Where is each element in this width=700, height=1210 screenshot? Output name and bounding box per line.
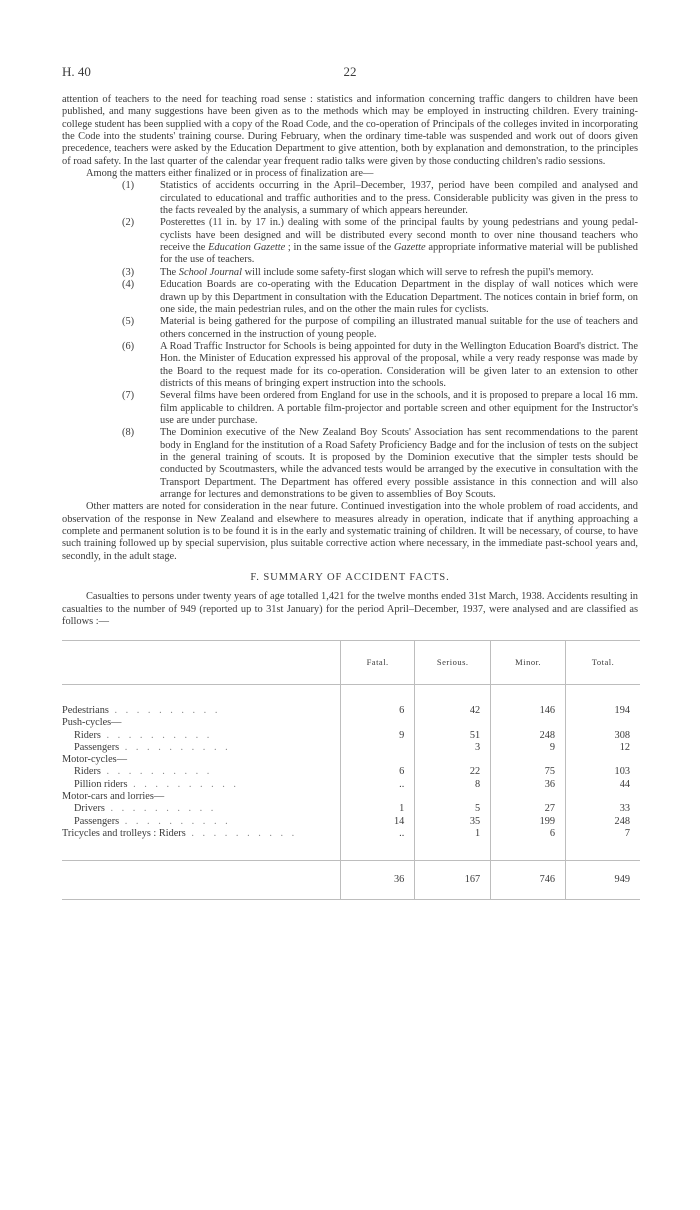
leader-dots: . . . . . . . . . . — [100, 766, 213, 778]
cell-total: 248 — [566, 816, 640, 828]
list-number: (4) — [122, 279, 135, 291]
numbered-list — [62, 180, 638, 501]
spacer-cell — [415, 840, 491, 861]
cell-total: 44 — [566, 779, 640, 791]
row-label — [62, 754, 340, 766]
cell-minor: 9 — [491, 742, 566, 754]
cell-total — [566, 754, 640, 766]
row-label — [62, 766, 340, 778]
list-item-text: The Dominion executive of the New Zealand Boy Scouts' Association has sent recommendations to the parent body in England for the institution of a Road Safety Proficiency Badge and for the inclusion of tests on the subject in the general training of scouts. It is proposed by the Dominion executive that the simpler tests should be conducted by Scoutmasters, while the advanced tests would be arranged by the executive in consultation with the Transport Department. The Department has offered every possible assistance in this connection and will also arrange for lectures and demonstrations to be given to assemblies of Boy Scouts. — [160, 427, 638, 500]
cell-total — [566, 791, 640, 803]
cell-minor: 146 — [491, 705, 566, 717]
cell-fatal: .. — [340, 828, 414, 840]
list-item — [62, 427, 638, 501]
row-label-text: Pillion riders — [74, 778, 128, 790]
list-item-text: appropriate informative material will be published for the use of teachers. — [160, 242, 638, 266]
row-label — [62, 779, 340, 791]
cell-serious: 3 — [415, 742, 491, 754]
column-header-fatal: Fatal. — [340, 641, 414, 685]
spacer-cell — [340, 840, 414, 861]
row-label — [62, 828, 340, 840]
row-label — [62, 803, 340, 815]
paragraph: attention of teachers to the need for teaching road sense : statistics and information concerning traffic dangers to children have been published, and many suggestions have been given as to the methods which may be employed in instructing children. Every training-college student has been supplied with a copy of the Road Code, and the co-operation of Principals of the colleges invited in incorporating the Code into the students' training course. During February, when the ordinary time-table was suspended and work out of doors given precedence, teachers were asked by the Education Department to give attention, both by explanation and demonstration, to the principles of road safety. In the last quarter of the calendar year frequent radio talks were given by those conducting children's radio sessions. — [62, 94, 638, 167]
column-header-minor: Minor. — [491, 641, 566, 685]
table-header-blank — [62, 641, 340, 685]
list-item-text: Material is being gathered for the purpose of compiling an illustrated manual suitable for the use of teachers and others concerned in the instruction of young people. — [160, 316, 638, 340]
table-row — [62, 717, 640, 729]
table-header-row — [62, 641, 640, 685]
row-label-text: Push-cycles— — [62, 717, 122, 729]
spacer-cell — [491, 840, 566, 861]
cell-serious: 42 — [415, 705, 491, 717]
list-item-text: Education Boards are co-operating with the Education Department in the display of wall notices which were drawn up by this Department in consultation with the Education Department. The notices contain in brief form, on one side, the main pedestrian rules, and on the other the main rules for cyclists. — [160, 279, 638, 315]
list-item — [62, 267, 638, 279]
cell-total — [566, 717, 640, 729]
list-item-text: Posterettes (11 in. by 17 in.) dealing with some of the principal faults by young pedestrians and young pedal-cyclists have been designed and will be distributed every second month to over nine thousand teachers who receive the — [160, 217, 638, 254]
cell-serious: 35 — [415, 816, 491, 828]
paragraph: Casualties to persons under twenty years of age totalled 1,421 for the twelve months ended 31st March, 1938. Accidents resulting in casualties to the number of 949 (reported up to 31st January) for the period April–December, 1937, were analysed and are classified as follows :— — [62, 591, 638, 628]
cell-serious: 5 — [415, 803, 491, 815]
column-header-total: Total. — [566, 641, 640, 685]
leader-dots: . . . . . . . . . . — [185, 827, 298, 839]
totals-label — [62, 861, 340, 900]
cell-serious: 1 — [415, 828, 491, 840]
table-body — [62, 685, 640, 900]
cell-fatal: 6 — [340, 766, 414, 778]
cell-minor — [491, 717, 566, 729]
paragraph: Among the matters either finalized or in process of finalization are— — [86, 168, 374, 180]
cell-fatal — [340, 791, 414, 803]
row-label — [62, 742, 340, 754]
cell-minor — [491, 791, 566, 803]
cell-serious: 8 — [415, 779, 491, 791]
column-header-serious: Serious. — [415, 641, 491, 685]
cell-serious: 51 — [415, 730, 491, 742]
table-spacer-row — [62, 685, 640, 706]
cell-serious — [415, 754, 491, 766]
leader-dots: . . . . . . . . . . — [108, 705, 221, 716]
row-label-text: Tricycles and trolleys : Riders — [62, 827, 186, 839]
list-item — [62, 341, 638, 390]
cell-fatal — [340, 717, 414, 729]
row-label-text: Riders — [74, 729, 101, 741]
cell-minor: 199 — [491, 816, 566, 828]
table-spacer-row — [62, 840, 640, 861]
cell-serious: 22 — [415, 766, 491, 778]
leader-dots: . . . . . . . . . . — [104, 803, 217, 815]
list-number: (8) — [122, 427, 135, 439]
cell-minor: 248 — [491, 730, 566, 742]
list-item — [62, 279, 638, 316]
page-number: 22 — [343, 64, 357, 79]
total-serious: 167 — [415, 861, 491, 900]
row-label-text: Riders — [74, 766, 101, 778]
row-label — [62, 816, 340, 828]
row-label — [62, 705, 340, 717]
paragraph: Other matters are noted for consideration in the near future. Continued investigation into the whole problem of road accidents, and observation of the response in New Zealand and elsewhere to measures already in operation, indicate that if anything approaching a complete and permanent solution is to be found it is in the early and systematic training of children. It will be necessary, of course, to have such training followed up by special supervision, plus suitable corrective action where necessary, in the immediate past-school years and, secondly, in the adult stage. — [62, 501, 638, 562]
cell-fatal: 6 — [340, 705, 414, 717]
cell-serious — [415, 791, 491, 803]
leader-dots: . . . . . . . . . . — [119, 741, 231, 753]
leader-dots: . . . . . . . . . . — [127, 778, 239, 790]
table-row — [62, 791, 640, 803]
row-label-text: Passengers — [74, 741, 120, 753]
cell-fatal: .. — [340, 779, 414, 791]
list-item — [62, 390, 638, 427]
row-label — [62, 791, 340, 803]
cell-minor: 6 — [491, 828, 566, 840]
cell-total: 12 — [566, 742, 640, 754]
cell-serious — [415, 717, 491, 729]
spacer-cell — [566, 840, 640, 861]
table-row — [62, 754, 640, 766]
list-item-text: Statistics of accidents occurring in the April–December, 1937, period have been compiled and analysed and circulated to educational and traffic authorities and to the press. Considerable publicity was given in the press to the facts revealed by the analysis, a summary of which appears hereunder. — [160, 180, 638, 217]
table-row — [62, 705, 640, 717]
row-label-text: Motor-cycles— — [62, 754, 127, 766]
list-item — [62, 217, 638, 266]
cell-total: 33 — [566, 803, 640, 815]
body-text — [62, 94, 638, 628]
table-row — [62, 730, 640, 742]
list-item-text: ; in the same issue of the — [285, 242, 394, 254]
list-item-text: The — [160, 266, 179, 278]
spacer-cell — [62, 840, 340, 861]
list-item-text: will include some safety-first slogan which will serve to refresh the pupil's memory. — [241, 266, 594, 278]
cell-total: 308 — [566, 730, 640, 742]
cell-fatal: 14 — [340, 816, 414, 828]
row-label-text: Motor-cars and lorries— — [62, 791, 165, 803]
leader-dots: . . . . . . . . . . — [119, 815, 231, 827]
cell-fatal — [340, 754, 414, 766]
table-row — [62, 828, 640, 840]
row-label — [62, 730, 340, 742]
total-minor: 746 — [491, 861, 566, 900]
page-header — [62, 64, 638, 84]
section-title: F. SUMMARY OF ACCIDENT FACTS. — [250, 572, 450, 584]
table-row — [62, 766, 640, 778]
list-number: (6) — [122, 340, 135, 352]
total-fatal: 36 — [340, 861, 414, 900]
table-row — [62, 816, 640, 828]
list-number: (5) — [122, 316, 135, 328]
list-item-text: Several films have been ordered from England for use in the schools, and it is proposed to prepare a local 16 mm. film applicable to children. A portable film-projector and portable screen and other equipment for the Instructor's use are under purchase. — [160, 390, 638, 426]
list-number: (2) — [122, 217, 135, 229]
leader-dots: . . . . . . . . . . — [100, 729, 213, 741]
cell-fatal: 9 — [340, 730, 414, 742]
list-number: (3) — [122, 266, 135, 278]
table-row — [62, 742, 640, 754]
table-row — [62, 803, 640, 815]
table-row — [62, 779, 640, 791]
cell-minor: 75 — [491, 766, 566, 778]
publication-title: School Journal — [178, 266, 242, 278]
publication-title: Gazette — [393, 242, 426, 254]
row-label — [62, 717, 340, 729]
cell-minor: 27 — [491, 803, 566, 815]
cell-fatal — [340, 742, 414, 754]
cell-total: 194 — [566, 705, 640, 717]
document-reference: H. 40 — [62, 64, 91, 79]
list-number: (7) — [122, 390, 135, 402]
cell-total: 7 — [566, 828, 640, 840]
cell-minor: 36 — [491, 779, 566, 791]
list-number: (1) — [122, 180, 135, 192]
row-label-text: Drivers — [74, 803, 105, 815]
cell-fatal: 1 — [340, 803, 414, 815]
totals-row — [62, 861, 640, 900]
row-label-text: Passengers — [74, 815, 120, 827]
total-total: 949 — [566, 861, 640, 900]
publication-title: Education Gazette — [208, 242, 286, 254]
accident-table — [62, 640, 640, 900]
list-item — [62, 180, 638, 217]
cell-total: 103 — [566, 766, 640, 778]
list-item-text: A Road Traffic Instructor for Schools is being appointed for duty in the Wellington Education Board's district. The Hon. the Minister of Education expressed his approval of the proposal, while a very ready response was made by the Board to the request made for its co-operation. Consideration will be given later to an extension to other districts of this means of bringing expert instruction into the schools. — [160, 340, 638, 389]
row-label-text: Pedestrians — [62, 705, 109, 716]
cell-minor — [491, 754, 566, 766]
list-item — [62, 316, 638, 341]
